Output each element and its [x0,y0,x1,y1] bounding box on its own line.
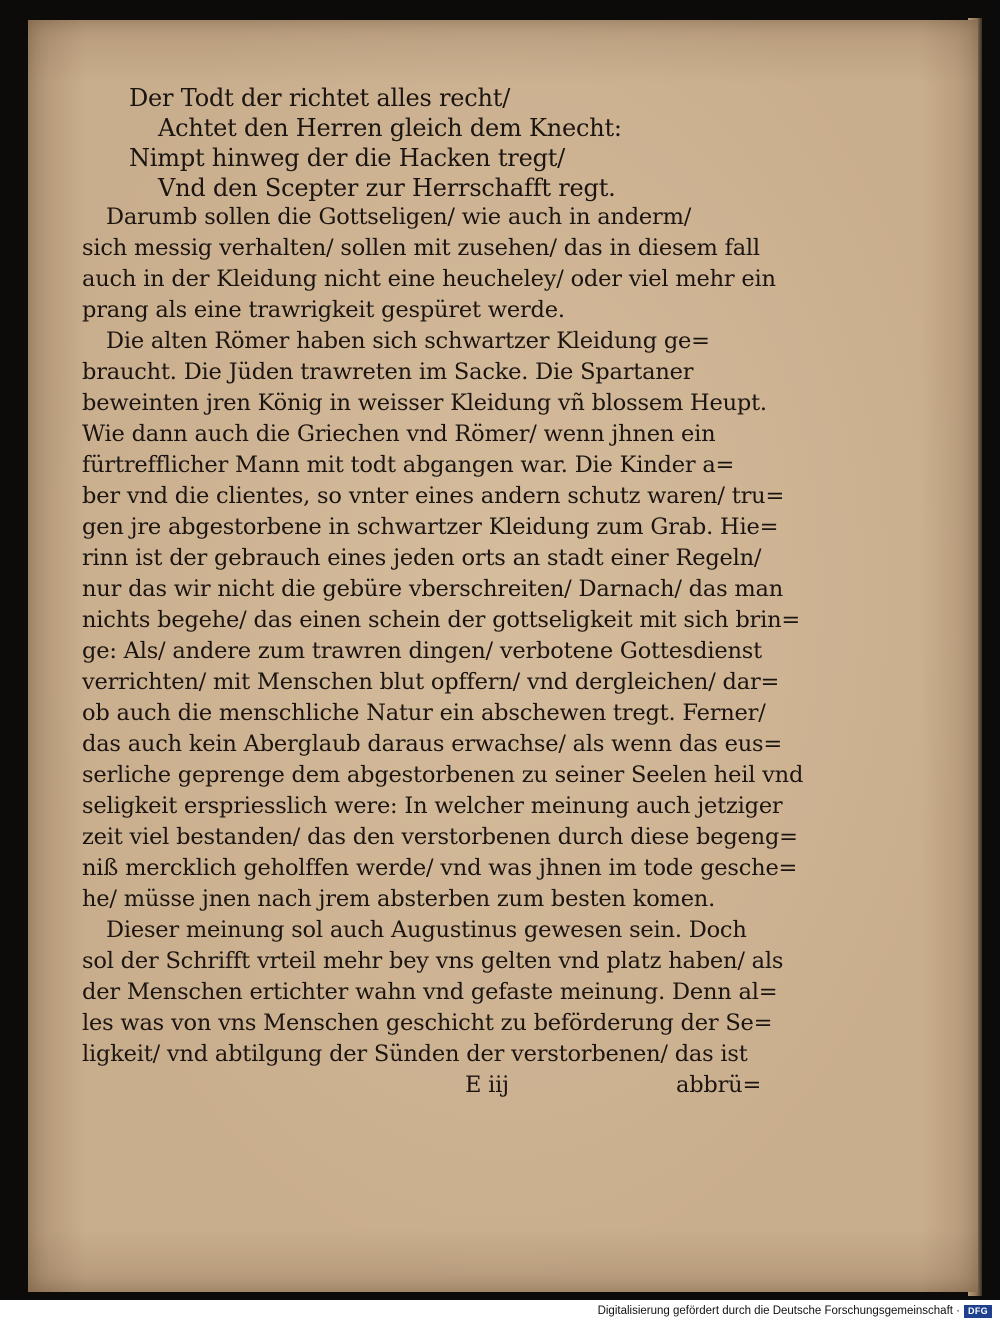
text-line: beweinten jren König in weisser Kleidung vñ blossem Heupt. [82,390,767,416]
text-line: braucht. Die Jüden trawreten im Sacke. Die Spartaner [82,359,694,385]
text-line: auch in der Kleidung nicht eine heucheley/ oder viel mehr ein [82,266,776,292]
text-line: Dieser meinung sol auch Augustinus gewesen sein. Doch [106,917,747,943]
text-line: gen jre abgestorbene in schwartzer Kleidung zum Grab. Hie= [82,514,779,540]
text-line: Darumb sollen die Gottseligen/ wie auch in anderm/ [106,204,692,230]
dfg-logo: DFG [964,1305,992,1318]
text-line: prang als eine trawrigkeit gespüret werde. [82,297,565,323]
text-line: Die alten Römer haben sich schwartzer Kleidung ge= [106,328,710,354]
text-line: verrichten/ mit Menschen blut opffern/ vnd dergleichen/ dar= [82,669,780,695]
text-line: niß mercklich geholffen werde/ vnd was jhnen im tode gesche= [82,855,798,881]
book-page [28,20,978,1292]
verse-line: Nimpt hinweg der die Hacken tregt/ [129,144,566,172]
text-line: serliche geprenge dem abgestorbenen zu seiner Seelen heil vnd [82,762,804,788]
verse-line: Achtet den Herren gleich dem Knecht: [158,114,622,142]
text-line: fürtrefflicher Mann mit todt abgangen war. Die Kinder a= [82,452,735,478]
text-line: zeit viel bestanden/ das den verstorbenen durch diese begeng= [82,824,798,850]
text-line: ligkeit/ vnd abtilgung der Sünden der verstorbenen/ das ist [82,1041,748,1067]
catchword: abbrü= [676,1072,762,1098]
text-line: ge: Als/ andere zum trawren dingen/ verbotene Gottesdienst [82,638,762,664]
text-line: ob auch die menschliche Natur ein abschewen tregt. Ferner/ [82,700,766,726]
verse-line: Der Todt der richtet alles recht/ [129,84,511,112]
text-line: rinn ist der gebrauch eines jeden orts an stadt einer Regeln/ [82,545,762,571]
text-line: das auch kein Aberglaub daraus erwachse/ als wenn das eus= [82,731,782,757]
text-line: nichts begehe/ das einen schein der gottseligkeit mit sich brin= [82,607,801,633]
text-line: ber vnd die clientes, so vnter eines andern schutz waren/ tru= [82,483,785,509]
text-line: Wie dann auch die Griechen vnd Römer/ wenn jhnen ein [82,421,716,447]
text-line: sol der Schrifft vrteil mehr bey vns gelten vnd platz haben/ als [82,948,784,974]
text-line: der Menschen ertichter wahn vnd gefaste meinung. Denn al= [82,979,778,1005]
text-line: sich messig verhalten/ sollen mit zusehen/ das in diesem fall [82,235,760,261]
text-line: he/ müsse jnen nach jrem absterben zum besten komen. [82,886,716,912]
signature-mark: E iij [465,1072,509,1098]
text-line: les was von vns Menschen geschicht zu beförderung der Se= [82,1010,773,1036]
text-line: nur das wir nicht die gebüre vberschreiten/ Darnach/ das man [82,576,784,602]
text-line: seligkeit erspriesslich were: In welcher meinung auch jetziger [82,793,783,819]
verse-line: Vnd den Scepter zur Herrschafft regt. [158,174,616,202]
footer-credit: Digitalisierung gefördert durch die Deutsche Forschungsgemeinschaft · [597,1305,960,1317]
